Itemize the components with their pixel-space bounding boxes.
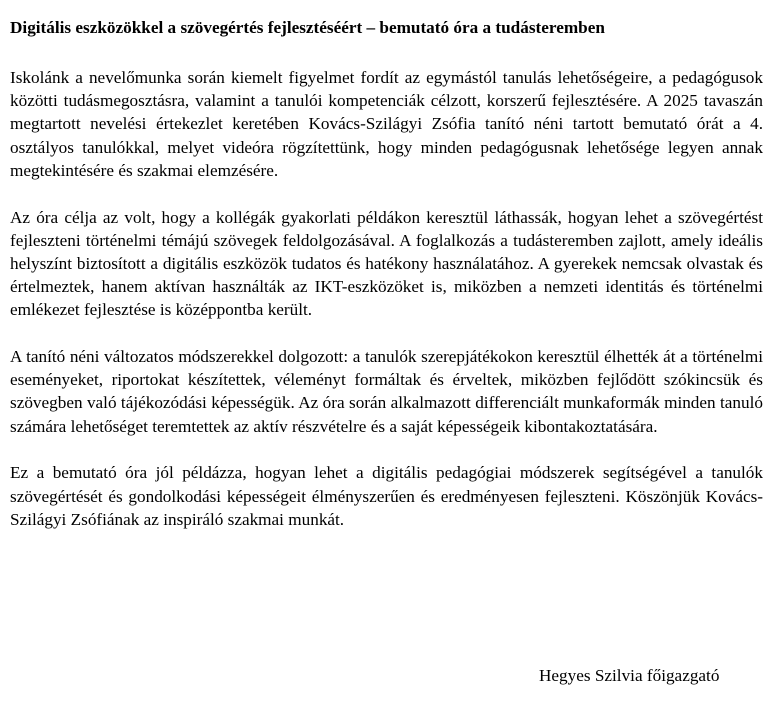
signature: Hegyes Szilvia főigazgató [539, 666, 720, 685]
document-body [10, 16, 763, 554]
paragraph-intro: Iskolánk a nevelőmunka során kiemelt figyelmet fordít az egymástól tanulás lehetőségeire, a pedagógusok közötti tudásmegosztásra, valamint a tanulói kompetenciák célzott, korszerű fejlesztésére. A 2025 tavaszán megtartott nevelési értekezlet keretében Kovács-Szilágyi Zsófia tanító néni tartott bemutató órát a 4. osztályos tanulókkal, melyet videóra rögzítettünk, hogy minden pedagógusnak lehetősége legyen annak megtekintésére és szakmai elemzésére. [10, 68, 763, 180]
document-title: Digitális eszközökkel a szövegértés fejlesztéséért – bemutató óra a tudásteremben [10, 18, 605, 37]
paragraph-methods: A tanító néni változatos módszerekkel dolgozott: a tanulók szerepjátékokon keresztül élhették át a történelmi eseményeket, riportokat készítettek, véleményt formáltak és érveltek, miközben fejlődött szókincsük és szövegben való tájékozódási képességük. Az óra során alkalmazott differenciált munkaformák minden tanuló számára lehetőséget teremtettek az aktív részvételre és a saját képességeik kibontakoztatására. [10, 347, 763, 436]
paragraph-lesson-goal: Az óra célja az volt, hogy a kollégák gyakorlati példákon keresztül láthassák, hogyan lehet a szövegértést fejleszteni történelmi témájú szövegek feldolgozásával. A foglalkozás a tudásteremben zajlott, amely ideális helyszínt biztosított a digitális eszközök tudatos és hatékony használatához. A gyerekek nemcsak olvastak és értelmeztek, hanem aktívan használták az IKT-eszközöket is, miközben a nemzeti identitás és történelmi emlékezet fejlesztése is középpontba került. [10, 207, 763, 320]
paragraph-closing: Ez a bemutató óra jól példázza, hogyan lehet a digitális pedagógiai módszerek segítségével a tanulók szövegértését és gondolkodási képességeit élményszerűen és eredményesen fejleszteni. Köszönjük Kovács-Szilágyi Zsófiának az inspiráló szakmai munkát. [10, 463, 763, 529]
